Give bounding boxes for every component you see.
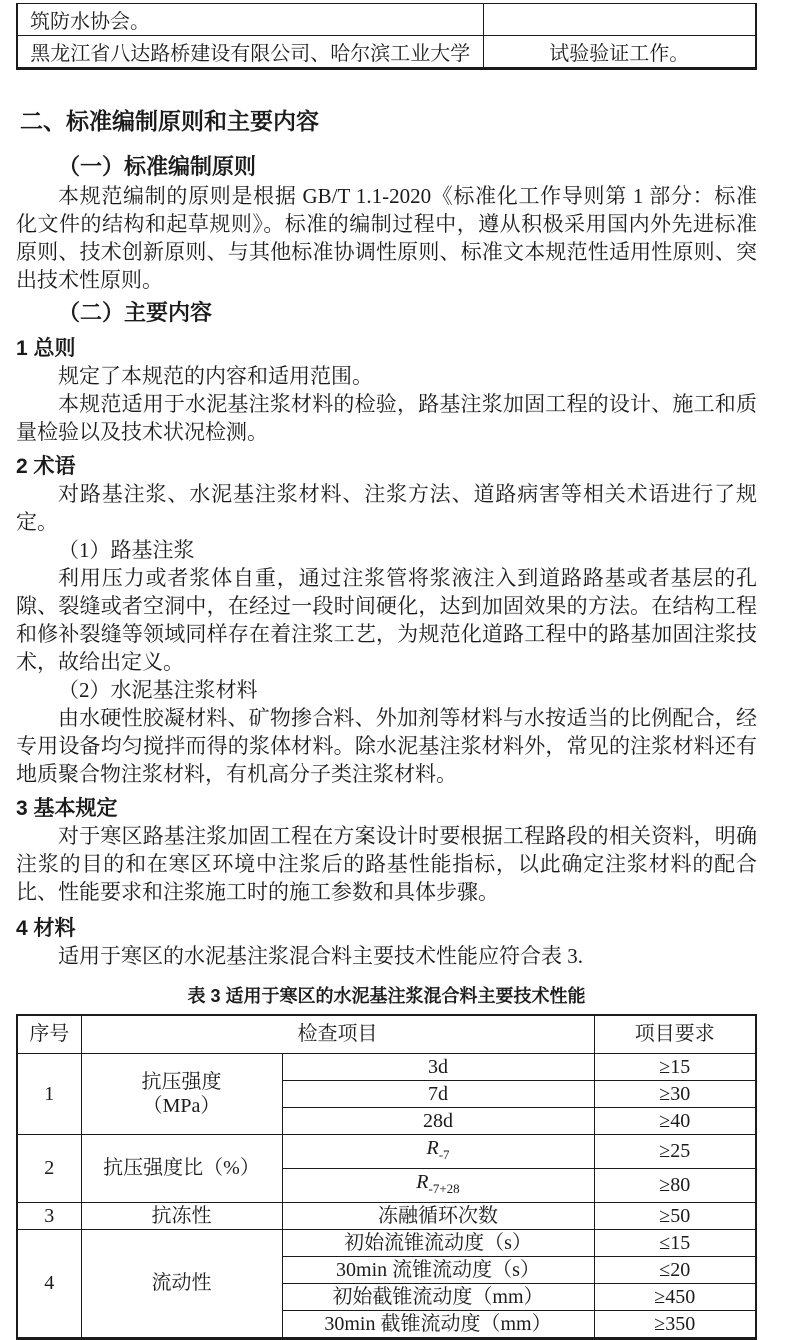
paragraph-materials: 适用于寒区的水泥基注浆混合料主要技术性能应符合表 3. xyxy=(58,944,583,968)
r-symbol: R xyxy=(416,1170,429,1193)
subsection-title-2: （二）主要内容 xyxy=(58,300,213,325)
table3-category-fluidity: 流动性 xyxy=(81,1229,282,1338)
table3-item: 28d xyxy=(282,1107,594,1134)
paragraph-scope-2: 本规范适用于水泥基注浆材料的检验，路基注浆加固工程的设计、施工和质量检验以及技术状况检测。 xyxy=(16,392,757,444)
paragraph-basic-rules: 对于寒区路基注浆加固工程在方案设计时要根据工程路段的相关资料，明确注浆的目的和在寒区环境中注浆后的路基性能指标，以此确定注浆材料的配合比、性能要求和注浆施工时的施工参数和具体步骤。 xyxy=(16,824,757,904)
table3-item: 30min 流锥流动度（s） xyxy=(282,1256,594,1283)
table-row xyxy=(17,1053,756,1080)
table3-category-compressive-strength xyxy=(81,1053,282,1134)
table3-req: ≥50 xyxy=(594,1202,756,1229)
chapter-4-title: 4 材料 xyxy=(16,917,76,940)
paragraph-scope-1: 规定了本规范的内容和适用范围。 xyxy=(58,364,373,388)
r-symbol: R xyxy=(426,1136,439,1159)
table3-no-2: 2 xyxy=(17,1134,81,1202)
table3-item-r7-28 xyxy=(282,1168,594,1202)
section-heading: 二、标准编制原则和主要内容 xyxy=(20,108,319,134)
term-1-definition: 利用压力或者浆体自重，通过注浆管将浆液注入到道路路基或者基层的孔隙、裂缝或者空洞中，在经过一段时间硬化，达到加固效果的方法。在结构工程和修补裂缝等领域同样存在着注浆工艺，为规范化道路工程中的路基加固注浆技术，故给出定义。 xyxy=(16,566,757,674)
r-subscript: -7+28 xyxy=(428,1180,460,1196)
table-row xyxy=(17,36,756,69)
top-table-cell-role: 试验验证工作。 xyxy=(483,36,756,69)
table-row xyxy=(17,1229,756,1256)
table3-item: 初始流锥流动度（s） xyxy=(282,1229,594,1256)
table3-category-strength-ratio: 抗压强度比（%） xyxy=(81,1134,282,1202)
chapter-1-title: 1 总则 xyxy=(16,337,76,360)
table3 xyxy=(16,1014,757,1340)
term-2-definition: 由水硬性胶凝材料、矿物掺合料、外加剂等材料与水按适当的比例配合，经专用设备均匀搅拌而得的浆体材料。除水泥基注浆材料外，常见的注浆材料还有地质聚合物注浆材料，有机高分子类注浆材料。 xyxy=(16,706,757,786)
table3-item: 初始截锥流动度（mm） xyxy=(282,1283,594,1310)
top-table-cell-role xyxy=(483,4,756,36)
chapter-3-title: 3 基本规定 xyxy=(16,797,118,820)
table3-caption: 表 3 适用于寒区的水泥基注浆混合料主要技术性能 xyxy=(187,986,586,1006)
table3-req: ≥40 xyxy=(594,1107,756,1134)
table3-header-no: 序号 xyxy=(17,1015,81,1053)
table3-no-4: 4 xyxy=(17,1229,81,1338)
paragraph-principles: 本规范编制的原则是根据 GB/T 1.1-2020《标准化工作导则第 1 部分：标准化文件的结构和起草规则》。标准的编制过程中，遵从积极采用国内外先进标准原则、技术创新原则、与其他标准协调性原则、标准文本规范性适用性原则、突出技术性原则。 xyxy=(16,184,757,292)
table3-header-row xyxy=(17,1015,756,1053)
table3-item: 7d xyxy=(282,1080,594,1107)
table3-category-frost-resistance: 抗冻性 xyxy=(81,1202,282,1229)
table-row xyxy=(17,1134,756,1168)
category-line-2: （MPa） xyxy=(142,1094,221,1117)
top-table-cell-unit: 筑防水协会。 xyxy=(17,4,483,36)
table3-req: ≥80 xyxy=(594,1168,756,1202)
table3-no-3: 3 xyxy=(17,1202,81,1229)
table3-item: 30min 截锥流动度（mm） xyxy=(282,1310,594,1338)
table-row xyxy=(17,4,756,36)
top-table xyxy=(16,3,757,70)
term-2-title: （2）水泥基注浆材料 xyxy=(58,678,258,702)
table3-header-item: 检查项目 xyxy=(81,1015,594,1053)
paragraph-terms: 对路基注浆、水泥基注浆材料、注浆方法、道路病害等相关术语进行了规定。 xyxy=(16,482,757,534)
chapter-2-title: 2 术语 xyxy=(16,455,76,478)
top-table-cell-unit: 黑龙江省八达路桥建设有限公司、哈尔滨工业大学 xyxy=(17,36,483,69)
table3-req: ≥30 xyxy=(594,1080,756,1107)
category-line-1: 抗压强度 xyxy=(141,1070,222,1093)
table3-req: ≥350 xyxy=(594,1310,756,1338)
table3-req: ≥450 xyxy=(594,1283,756,1310)
table3-req: ≥15 xyxy=(594,1053,756,1080)
table3-req: ≥25 xyxy=(594,1134,756,1168)
table3-header-req: 项目要求 xyxy=(594,1015,756,1053)
table3-item: 3d xyxy=(282,1053,594,1080)
table3-req: ≤20 xyxy=(594,1256,756,1283)
table-row xyxy=(17,1202,756,1229)
table3-req: ≤15 xyxy=(594,1229,756,1256)
table3-item-r7 xyxy=(282,1134,594,1168)
table3-no-1: 1 xyxy=(17,1053,81,1134)
subsection-title-1: （一）标准编制原则 xyxy=(58,154,257,179)
table3-item: 冻融循环次数 xyxy=(282,1202,594,1229)
term-1-title: （1）路基注浆 xyxy=(58,538,195,562)
r-subscript: -7 xyxy=(438,1146,450,1162)
